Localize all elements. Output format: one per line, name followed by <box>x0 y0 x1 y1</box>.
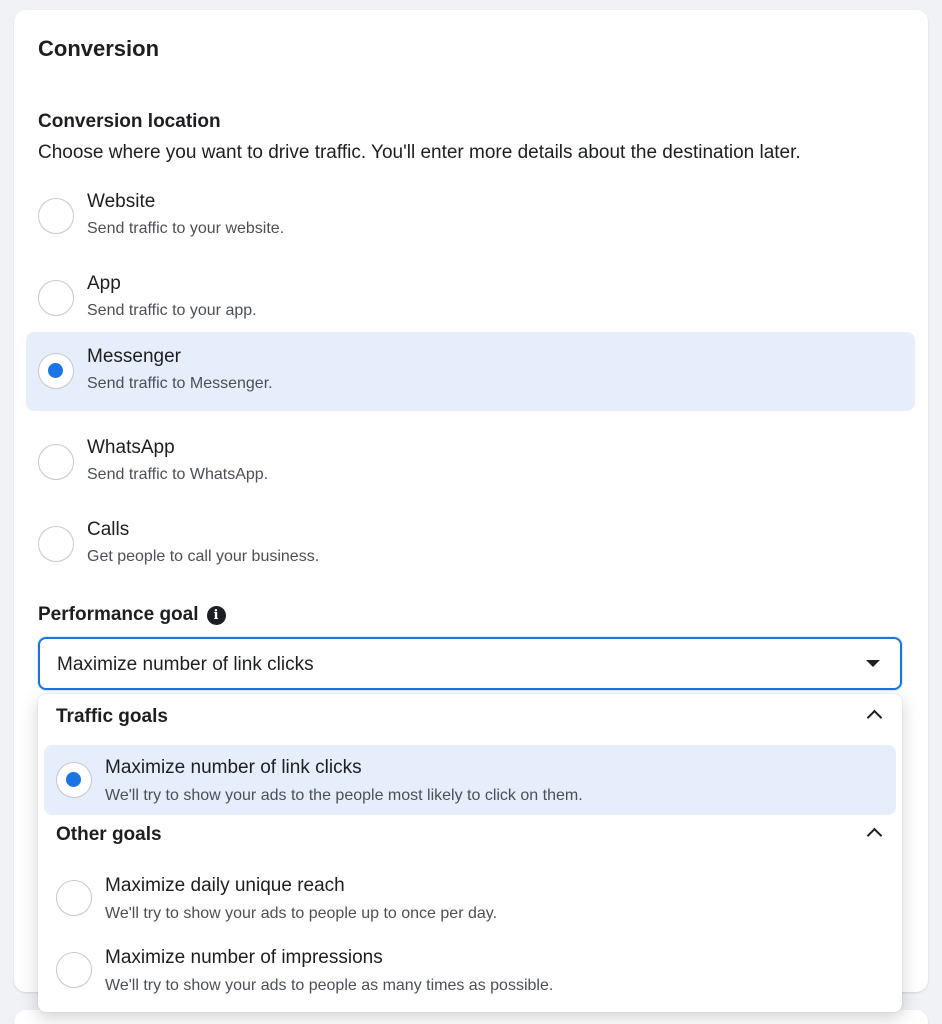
radio-button[interactable] <box>38 444 74 480</box>
select-value: Maximize number of link clicks <box>57 654 314 675</box>
option-label: Maximize number of link clicks <box>105 757 362 778</box>
chevron-up-icon[interactable] <box>867 828 883 844</box>
option-description: We'll try to show your ads to people up to once per day. <box>105 905 498 922</box>
performance-goal-title <box>38 604 226 626</box>
option-label: Website <box>87 191 156 212</box>
performance-goal-dropdown <box>38 694 902 1012</box>
radio-button[interactable] <box>56 952 92 988</box>
group-label: Other goals <box>56 824 162 845</box>
option-label: Maximize daily unique reach <box>105 875 345 896</box>
dropdown-option-daily-unique-reach[interactable] <box>44 863 896 933</box>
option-description: Send traffic to your website. <box>87 220 285 237</box>
next-card <box>14 1010 928 1024</box>
option-messenger[interactable] <box>26 332 915 411</box>
radio-button[interactable] <box>38 526 74 562</box>
info-icon[interactable]: i <box>207 606 226 625</box>
option-label: Maximize number of impressions <box>105 947 383 968</box>
option-description: We'll try to show your ads to the people most likely to click on them. <box>105 787 583 804</box>
option-description: Get people to call your business. <box>87 548 320 565</box>
option-label: Calls <box>87 519 130 540</box>
group-label: Traffic goals <box>56 706 168 727</box>
option-description: Send traffic to WhatsApp. <box>87 466 269 483</box>
radio-button[interactable] <box>38 198 74 234</box>
radio-button-selected[interactable] <box>38 353 74 389</box>
option-website[interactable] <box>26 177 915 256</box>
group-header-other-goals[interactable] <box>38 818 902 854</box>
group-header-traffic-goals[interactable] <box>38 700 902 736</box>
radio-button-selected[interactable] <box>56 762 92 798</box>
radio-button[interactable] <box>56 880 92 916</box>
radio-button[interactable] <box>38 280 74 316</box>
option-description: We'll try to show your ads to people as many times as possible. <box>105 977 554 994</box>
chevron-up-icon[interactable] <box>867 710 883 726</box>
option-label: App <box>87 273 121 294</box>
option-label: Messenger <box>87 346 181 367</box>
option-label: WhatsApp <box>87 437 175 458</box>
dropdown-option-link-clicks[interactable] <box>44 745 896 815</box>
option-whatsapp[interactable] <box>26 423 915 502</box>
option-description: Send traffic to Messenger. <box>87 375 273 392</box>
dropdown-option-impressions[interactable] <box>44 935 896 1005</box>
performance-goal-select[interactable] <box>38 637 902 690</box>
option-description: Send traffic to your app. <box>87 302 257 319</box>
performance-goal-label: Performance goal <box>38 604 199 625</box>
conversion-location-description: Choose where you want to drive traffic. You'll enter more details about the destination later. <box>38 142 801 163</box>
option-calls[interactable] <box>26 505 915 584</box>
caret-down-icon <box>866 660 880 667</box>
conversion-location-title: Conversion location <box>38 111 221 132</box>
card-title: Conversion <box>38 36 160 61</box>
option-app[interactable] <box>26 259 915 338</box>
